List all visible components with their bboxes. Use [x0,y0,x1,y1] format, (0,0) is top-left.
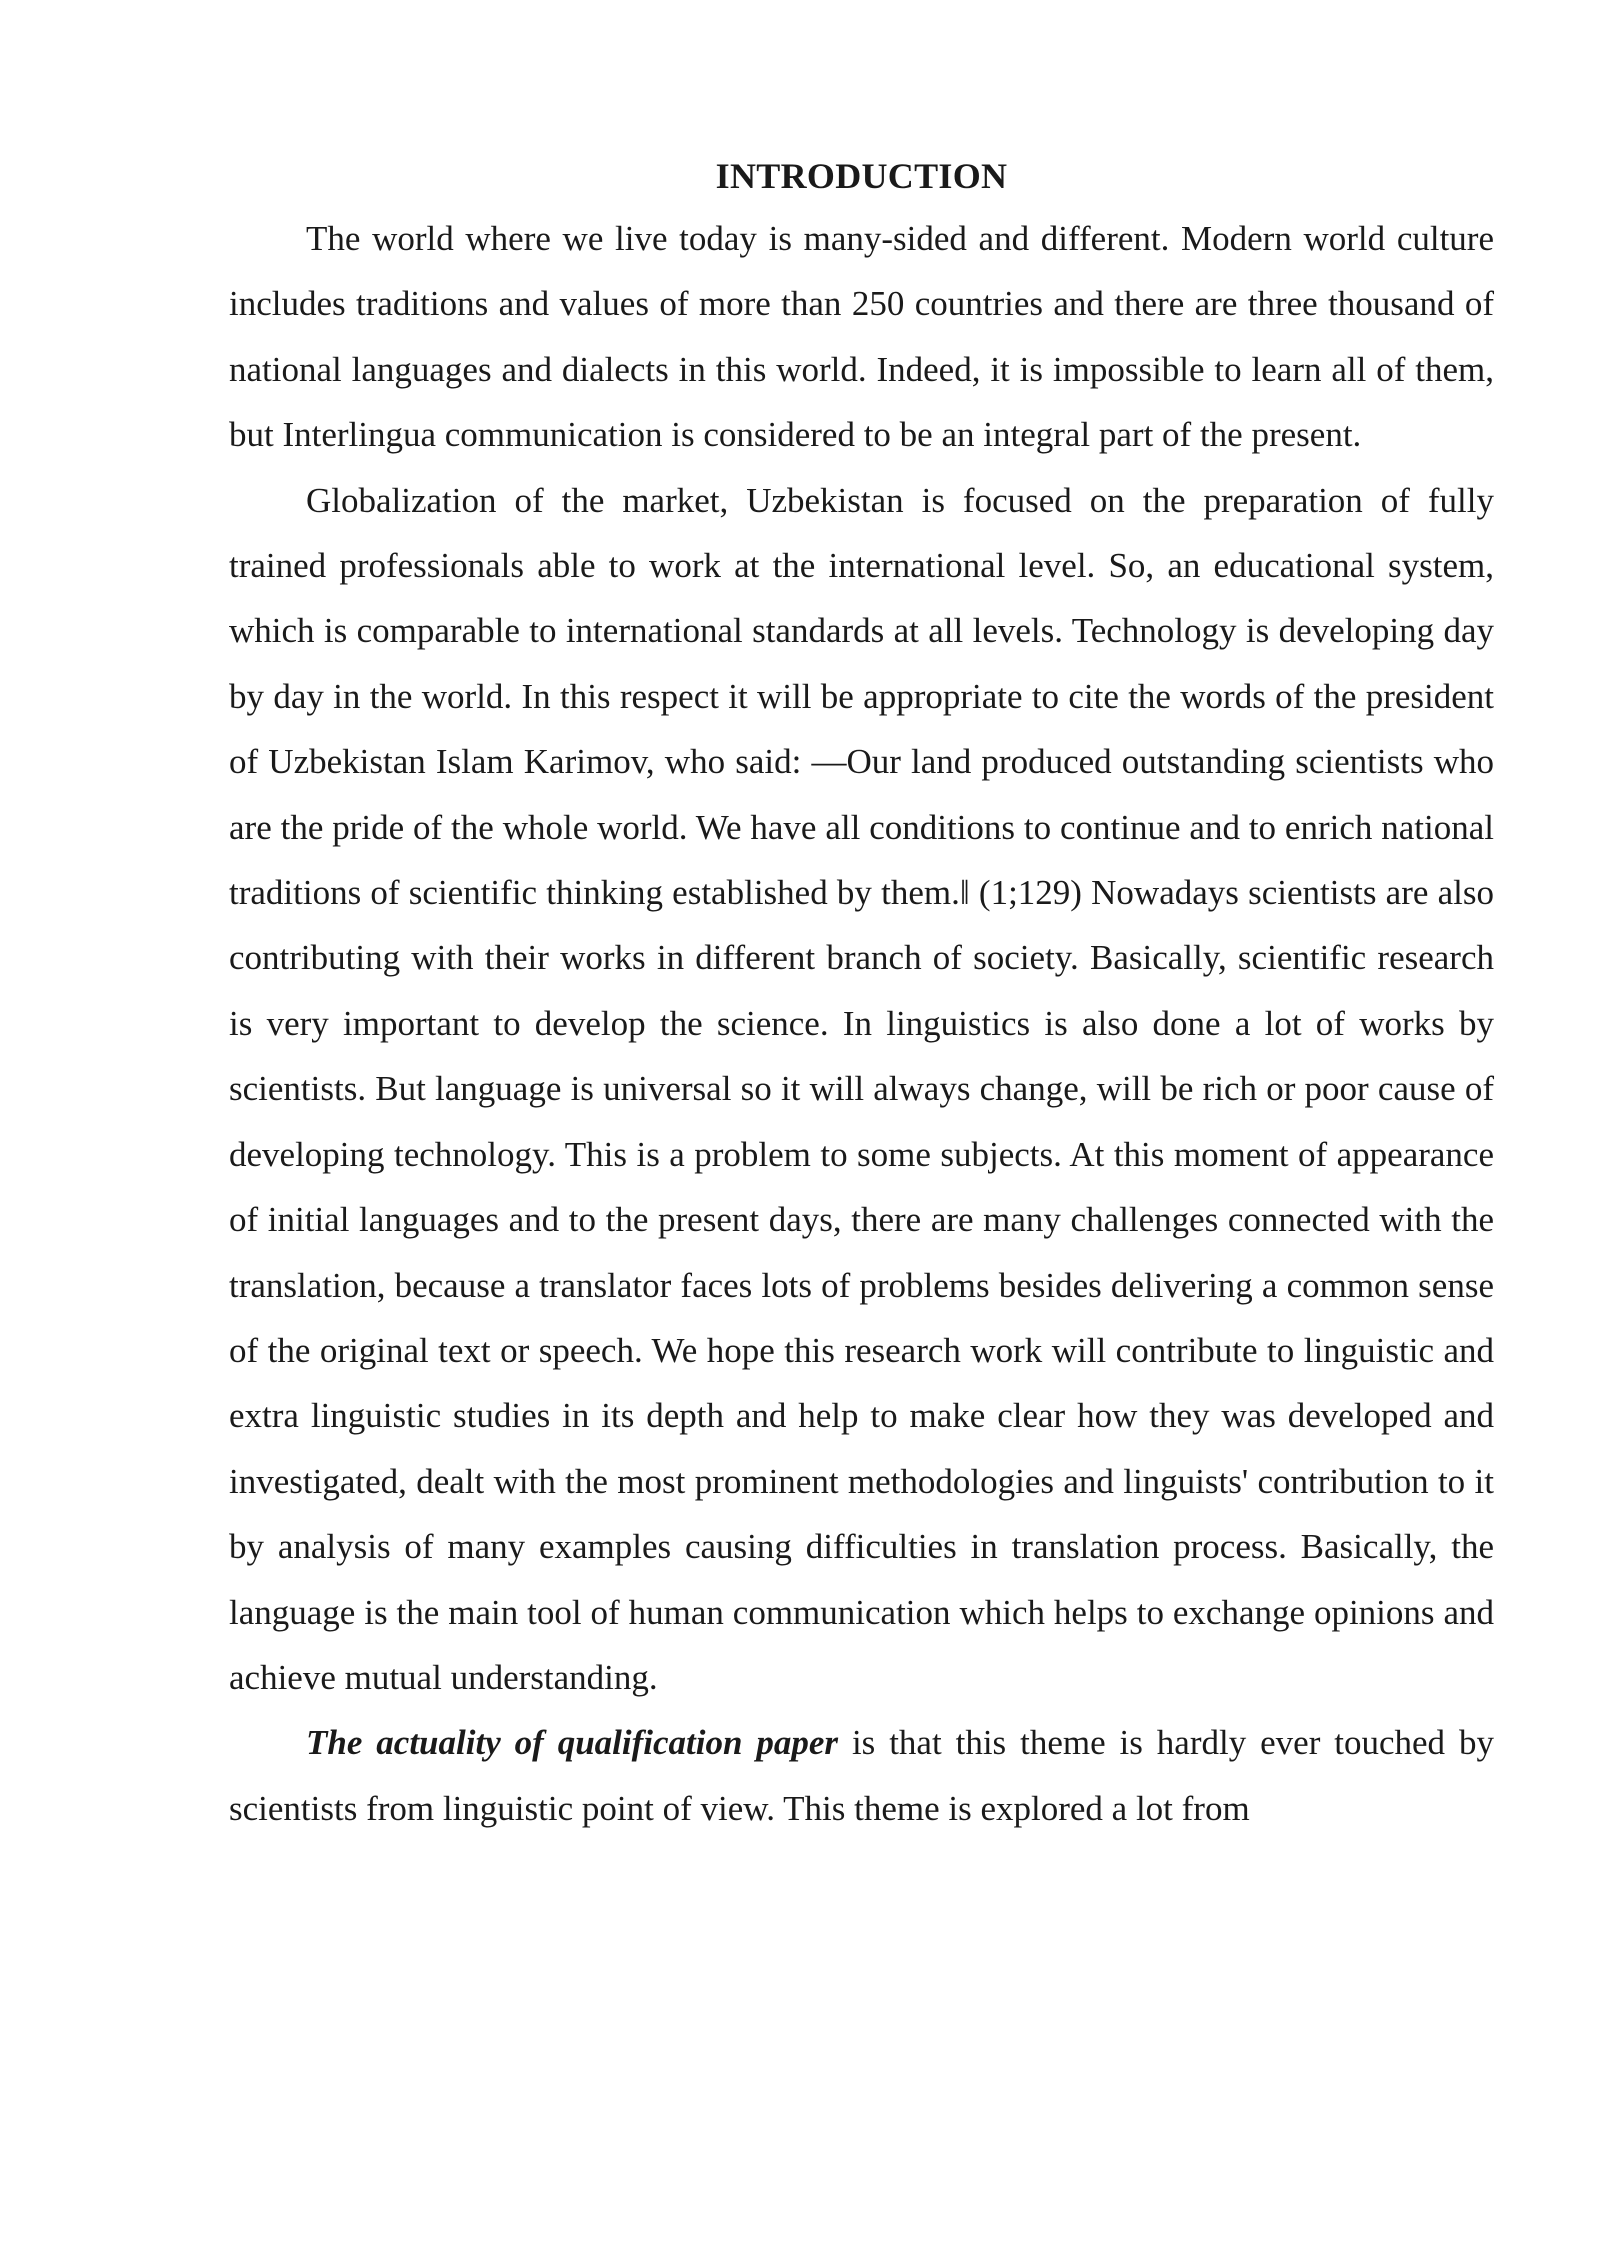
paragraph-1: The world where we live today is many-sided and different. Modern world culture includes traditions and values of more than 250 countries and there are three thousand of national languages and dialects in this world. Indeed, it is impossible to learn all of them, but Interlingua communication is considered to be an integral part of the present. [229,219,1494,455]
paragraph-2: Globalization of the market, Uzbekistan is focused on the preparation of fully trained professionals able to work at the international level. So, an educational system, which is comparable to international standards at all levels. Technology is developing day by day in the world. In this respect it will be appropriate to cite the words of the president of Uzbekistan Islam Karimov, who said: —Our land produced outstanding scientists who are the pride of the whole world. We have all conditions to continue and to enrich national traditions of scientific thinking established by them.‖ (1;129) Nowadays scientists are also contributing with their works in different branch of society. Basically, scientific research is very important to develop the science. In linguistics is also done a lot of works by scientists. But language is universal so it will always change, will be rich or poor cause of developing technology. This is a problem to some subjects. At this moment of appearance of initial languages and to the present days, there are many challenges connected with the translation, because a translator faces lots of problems besides delivering a common sense of the original text or speech. We hope this research work will contribute to linguistic and extra linguistic studies in its depth and help to make clear how they was developed and investigated, dealt with the most prominent methodologies and linguists' contribution to it by analysis of many examples causing difficulties in translation process. Basically, the language is the main tool of human communication which helps to exchange opinions and achieve mutual understanding. [229,480,1494,1697]
paragraph-3 [229,1710,1494,1841]
paragraph-3-emphasis: The actuality of qualification paper [306,1723,839,1763]
document-page [229,148,1494,1841]
section-heading: INTRODUCTION [715,156,1008,196]
paragraph-3-text: is that this theme is hardly ever touched by scientists from linguistic point of view. This theme is explored a lot from [229,1723,1494,1828]
